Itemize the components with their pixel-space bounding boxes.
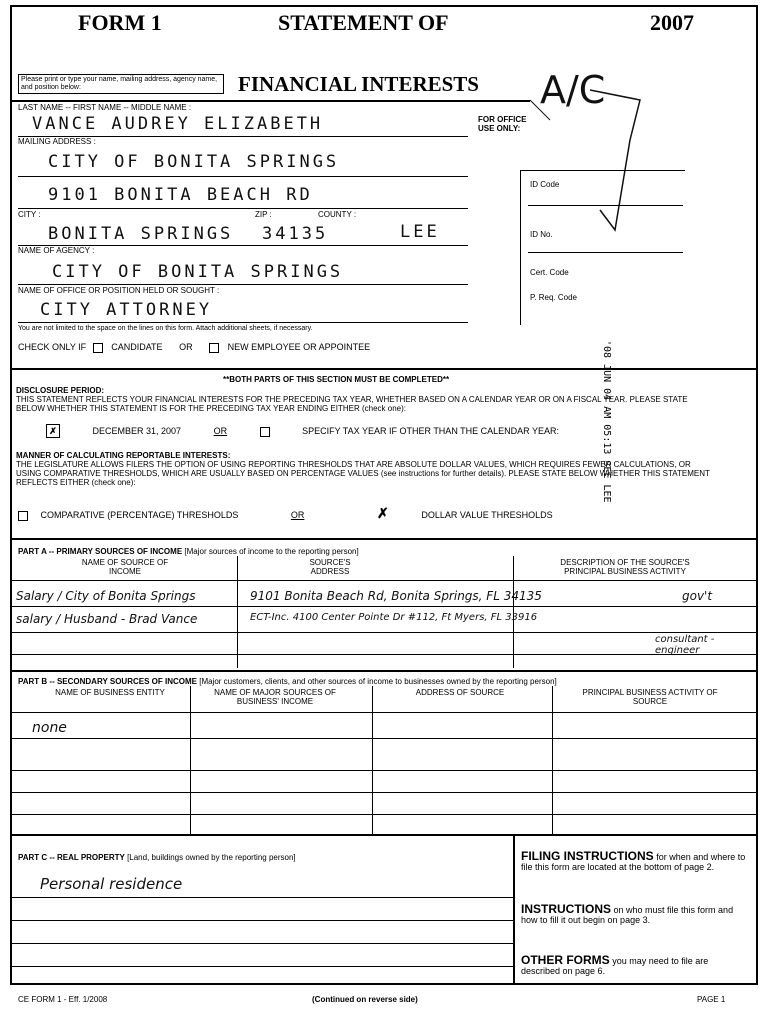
part-b-row4-top [10,792,758,793]
part-b-col3: ADDRESS OF SOURCE [415,688,505,697]
part-b-col2: NAME OF MAJOR SOURCES OF BUSINESS' INCOME [214,688,336,706]
part-a-row2-address: ECT-Inc. 4100 Center Pointe Dr #112, Ft Myers, FL 33916 [250,612,538,623]
id-no-label: ID No. [530,230,553,239]
part-c-row3-line [10,943,513,944]
zip-value: 34135 [262,224,329,244]
part-b-col1: NAME OF BUSINESS ENTITY [55,688,165,697]
instructions-text: on who must file this form and how to fill it out begin on page 3. [521,905,734,925]
mailing-line1-rule [18,176,468,177]
new-employee-label: NEW EMPLOYEE OR APPOINTEE [227,342,371,352]
city-value: BONITA SPRINGS [48,224,234,244]
name-value: VANCE AUDREY ELIZABETH [32,114,324,134]
candidate-checkbox[interactable] [93,343,103,353]
part-a-col3: DESCRIPTION OF THE SOURCE'S PRINCIPAL BUSINESS ACTIVITY [560,558,690,576]
instructions-head: INSTRUCTIONS [521,902,611,916]
comparative-checkbox[interactable] [18,511,28,521]
part-b-top [10,670,758,672]
disclosure-period-text: THIS STATEMENT REFLECTS YOUR FINANCIAL INTERESTS FOR THE PRECEDING TAX YEAR, WHETHER BASED ON A CALENDAR YEAR OR ON A FISCAL YEAR. PLEASE STATE BELOW WHETHER THIS STATEMENT IS FOR THE PRECEDING TAX YEAR ENDING EITHER (check one): [16,395,688,413]
form-number: FORM 1 [78,10,162,35]
part-b-col4: PRINCIPAL BUSINESS ACTIVITY OF SOURCE [582,688,718,706]
period-options [46,424,559,438]
part-a-row1-name: Salary / City of Bonita Springs [16,589,196,603]
part-b-div3 [552,686,553,834]
footer-page: PAGE 1 [697,995,726,1004]
mailing-line2-rule [18,208,468,209]
comparative-label: COMPARATIVE (PERCENTAGE) THRESHOLDS [40,510,239,520]
city-label: CITY : [18,210,41,219]
part-c-row1-line [10,897,513,898]
specify-checkbox[interactable] [260,427,270,437]
who-must-file-instructions [521,904,749,925]
part-b-subtitle: [Major customers, clients, and other sources of income to businesses owned by the reporting person] [199,677,557,686]
check-label: CHECK ONLY IF [18,342,87,352]
office-use-left [520,170,521,325]
part-a-row1-address: 9101 Bonita Beach Rd, Bonita Springs, FL 34135 [250,589,542,603]
december-checkbox[interactable]: ✗ [46,424,60,438]
part-a-header [18,547,359,556]
county-label: COUNTY : [318,210,357,219]
office-mark: A/C [540,68,606,112]
candidate-label: CANDIDATE [111,342,163,352]
disclosure-period-title: DISCLOSURE PERIOD: [16,386,105,395]
part-c-subtitle: [Land, buildings owned by the reporting person] [127,853,296,862]
check-or: OR [179,342,193,352]
part-a-col1: NAME OF SOURCE OF INCOME [81,558,169,576]
manner-title: MANNER OF CALCULATING REPORTABLE INTERESTS: [16,451,231,460]
part-a-row2-top [10,606,758,607]
id-code-line [528,205,683,206]
part-b-div1 [190,686,191,834]
new-employee-checkbox[interactable] [209,343,219,353]
part-c-row4-line [10,966,513,967]
position-label: NAME OF OFFICE OR POSITION HELD OR SOUGHT : [18,286,220,295]
id-code-label: ID Code [530,180,560,189]
part-c-title: PART C -- REAL PROPERTY [18,853,125,862]
form-year: 2007 [650,10,694,35]
part-c-header [18,853,296,862]
part-a-row2-desc: consultant - engineer [655,634,715,656]
dollar-checkbox[interactable]: ✗ [377,505,389,521]
cert-code-label: Cert. Code [530,268,569,277]
form-title-line1: STATEMENT OF [278,10,449,35]
agency-label: NAME OF AGENCY : [18,246,95,255]
threshold-options [18,505,553,521]
check-row [18,342,370,353]
position-value: CITY ATTORNEY [40,300,213,320]
part-a-row1-desc: gov't [682,589,713,603]
part-a-title: PART A -- PRIMARY SOURCES OF INCOME [18,547,183,556]
part-c-top [10,834,758,836]
part-a-top [10,538,758,540]
part-a-row2-name: salary / Husband - Brad Vance [16,612,198,626]
other-forms-text: you may need to file are described on page 6. [521,956,709,976]
part-b-row1: none [32,720,67,736]
part-b-title: PART B -- SECONDARY SOURCES OF INCOME [18,677,197,686]
id-no-line [528,252,683,253]
manner-text: THE LEGISLATURE ALLOWS FILERS THE OPTION OF USING REPORTING THRESHOLDS THAT ARE ABSOLUTE DOLLAR VALUES, WHICH REQUIRES FEWER CALCULATIONS, OR USING COMPARATIVE THRESHOLDS, WHICH ARE USUALLY BASED ON PERCENTAGE VALUES (see instructions for further details). PLEASE STATE BELOW WHETHER THIS STATEMENT REFLECTS EITHER (check one): [16,460,710,487]
agency-line [18,284,468,285]
part-b-div2 [372,686,373,834]
part-a-row3-top [10,632,758,633]
part-c-row1: Personal residence [40,875,183,893]
space-note: You are not limited to the space on the lines on this form. Attach additional sheets, if necessary. [18,325,313,332]
county-value: LEE [400,222,440,242]
dollar-label: DOLLAR VALUE THRESHOLDS [421,510,553,520]
header-instructions: Please print or type your name, mailing address, agency name, and position below: [18,74,224,94]
part-c-divider [513,834,515,985]
part-c-row2-line [10,920,513,921]
threshold-or: OR [290,510,305,520]
disclosure-top [10,368,758,370]
specify-label: SPECIFY TAX YEAR IF OTHER THAN THE CALENDAR YEAR: [302,426,560,436]
mailing-line2: 9101 BONITA BEACH RD [48,185,313,205]
agency-value: CITY OF BONITA SPRINGS [52,262,344,282]
received-stamp: '08 JUN 04 AM 05:13 SEE LEE [601,340,612,503]
part-b-row1-top [10,712,758,713]
footer-form-id: CE FORM 1 - Eff. 1/2008 [18,995,108,1004]
part-a-div1 [237,556,238,668]
mailing-line1: CITY OF BONITA SPRINGS [48,152,340,172]
part-b-row3-top [10,770,758,771]
filing-instructions-head: FILING INSTRUCTIONS [521,849,654,863]
part-a-subtitle: [Major sources of income to the reporting person] [184,547,359,556]
zip-label: ZIP : [255,210,272,219]
part-a-row1-top [10,580,758,581]
footer-continued: (Continued on reverse side) [312,995,418,1004]
p-req-code-label: P. Req. Code [530,293,577,302]
part-b-row5-top [10,814,758,815]
position-line [18,322,468,323]
other-forms-instructions [521,955,749,976]
office-use-label: FOR OFFICE USE ONLY: [478,115,527,133]
december-label: DECEMBER 31, 2007 [92,426,182,436]
other-forms-head: OTHER FORMS [521,953,610,967]
header-divider [10,100,530,102]
name-label: LAST NAME -- FIRST NAME -- MIDDLE NAME : [18,103,192,112]
form-title-line2: FINANCIAL INTERESTS [238,72,479,96]
mailing-label: MAILING ADDRESS : [18,137,96,146]
period-or: OR [213,426,228,436]
part-a-row4-top [10,654,758,655]
filing-instructions [521,851,749,872]
part-b-row2-top [10,738,758,739]
part-b-header [18,677,557,686]
disclosure-banner: **BOTH PARTS OF THIS SECTION MUST BE COMPLETED** [223,375,450,384]
office-use-top [520,170,685,171]
part-a-col2: SOURCE'S ADDRESS [309,558,351,576]
filing-instructions-text: for when and where to file this form are located at the bottom of page 2. [521,852,746,872]
